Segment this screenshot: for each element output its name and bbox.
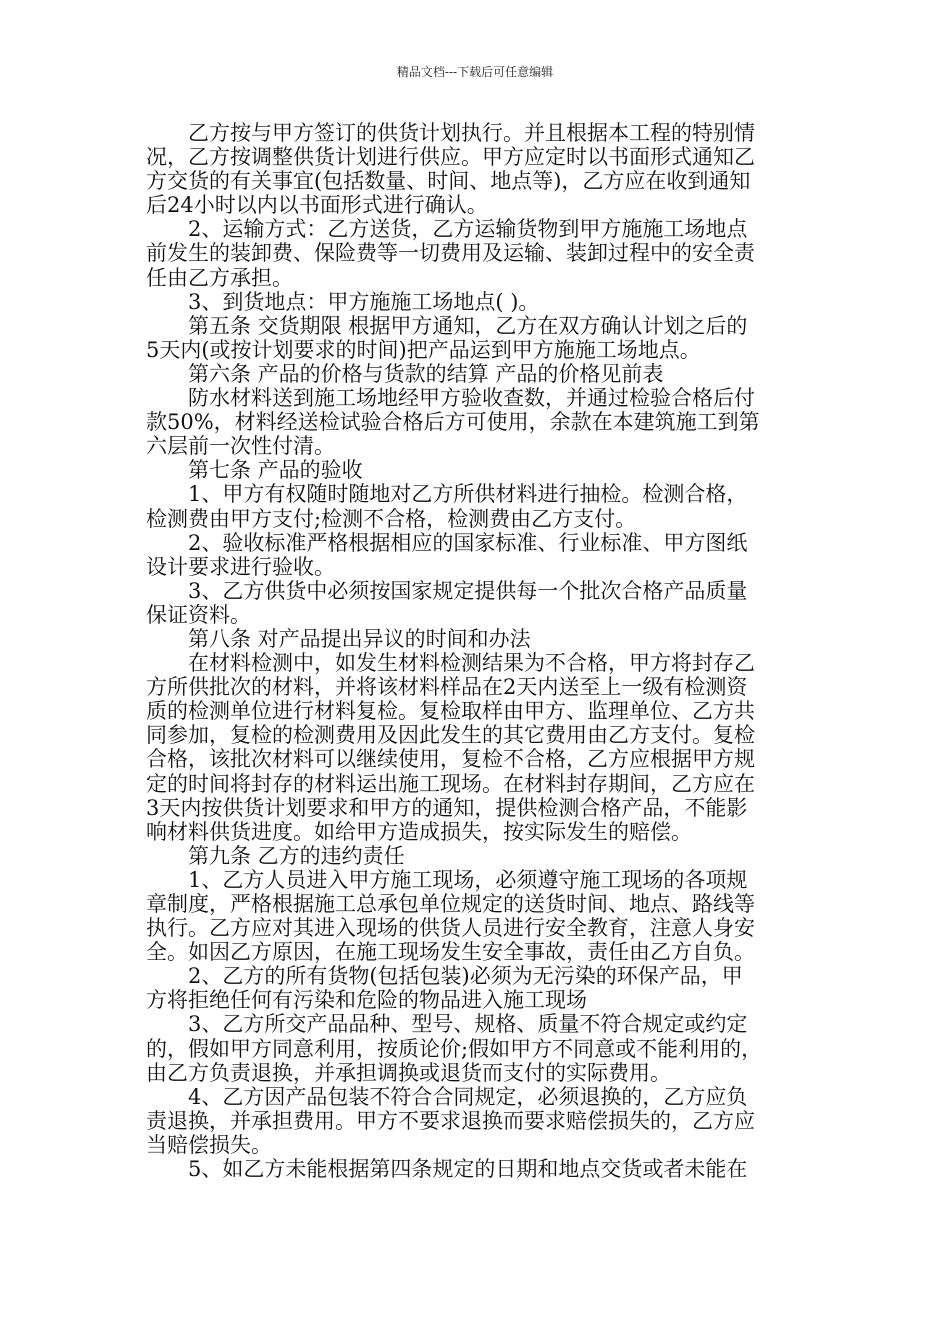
paragraph-line: 的，假如甲方同意利用，按质论价;假如甲方不同意或不能利用的，	[146, 1036, 763, 1061]
paragraph-line: 4、乙方因产品包装不符合合同规定，必须退换的，乙方应负	[188, 1084, 748, 1109]
paragraph-line: 任由乙方承担。	[146, 265, 293, 290]
paragraph-line: 1、甲方有权随时随地对乙方所供材料进行抽检。检测合格，	[188, 482, 748, 507]
paragraph	[146, 627, 808, 651]
paragraph-line: 检测费由甲方支付;检测不合格，检测费由乙方支付。	[146, 506, 637, 531]
paragraph-line: 5天内(或按计划要求的时间)把产品运到甲方施施工场地点。	[146, 337, 701, 362]
paragraph	[146, 964, 808, 1012]
paragraph-line: 质的检测单位进行材料复检。复检取样由甲方、监理单位、乙方共	[146, 699, 755, 724]
paragraph-line: 2、运输方式：乙方送货，乙方运输货物到甲方施施工场地点	[188, 217, 748, 242]
paragraph	[146, 314, 808, 362]
paragraph-line: 定的时间将封存的材料运出施工现场。在材料封存期间，乙方应在	[146, 771, 755, 796]
paragraph	[146, 362, 808, 386]
paragraph	[146, 1085, 808, 1157]
paragraph	[146, 1157, 808, 1181]
paragraph-line: 当赔偿损失。	[146, 1132, 272, 1157]
paragraph	[146, 651, 808, 844]
paragraph	[146, 121, 808, 217]
paragraph	[146, 868, 808, 964]
paragraph-line: 六层前一次性付清。	[146, 434, 335, 459]
paragraph-line: 前发生的装卸费、保险费等一切费用及运输、装卸过程中的安全责	[146, 241, 755, 266]
paragraph	[146, 844, 808, 868]
paragraph-line: 第九条 乙方的违约责任	[188, 843, 405, 868]
paragraph-line: 2、验收标准严格根据相应的国家标准、行业标准、甲方图纸	[188, 530, 748, 555]
paragraph-line: 款50%，材料经送检试验合格后方可使用，余款在本建筑施工到第	[146, 410, 760, 435]
paragraph-line: 5、如乙方未能根据第四条规定的日期和地点交货或者未能在	[188, 1157, 748, 1182]
paragraph-line: 3、乙方供货中必须按国家规定提供每一个批次合格产品质量	[188, 578, 748, 603]
paragraph-line: 第七条 产品的验收	[188, 458, 363, 483]
paragraph-line: 设计要求进行验收。	[146, 554, 335, 579]
paragraph-line: 执行。乙方应对其进入现场的供货人员进行安全教育，注意人身安	[146, 916, 755, 941]
paragraph	[146, 217, 808, 289]
paragraph-line: 3、乙方所交产品品种、型号、规格、质量不符合规定或约定	[188, 1012, 748, 1037]
paragraph-line: 同参加，复检的检测费用及因此发生的其它费用由乙方支付。复检	[146, 723, 755, 748]
paragraph-line: 保证资料。	[146, 602, 251, 627]
paragraph-line: 责退换，并承担费用。甲方不要求退换而要求赔偿损失的，乙方应	[146, 1108, 755, 1133]
paragraph-line: 3天内按供货计划要求和甲方的通知，提供检测合格产品，不能影	[146, 795, 748, 820]
paragraph-line: 况，乙方按调整供货计划进行供应。甲方应定时以书面形式通知乙	[146, 145, 755, 170]
paragraph	[146, 386, 808, 458]
paragraph	[146, 458, 808, 482]
paragraph-line: 由乙方负责退换，并承担调换或退货而支付的实际费用。	[146, 1060, 671, 1085]
paragraph-line: 方交货的有关事宜(包括数量、时间、地点等)，乙方应在收到通知	[146, 169, 751, 194]
paragraph-line: 方将拒绝任何有污染和危险的物品进入施工现场	[146, 988, 587, 1013]
paragraph	[146, 531, 808, 579]
paragraph-line: 第五条 交货期限 根据甲方通知，乙方在双方确认计划之后的	[188, 313, 748, 338]
paragraph-line: 合格，该批次材料可以继续使用，复检不合格，乙方应根据甲方规	[146, 747, 755, 772]
paragraph-line: 2、乙方的所有货物(包括包装)必须为无污染的环保产品，甲	[188, 964, 743, 989]
paragraph	[146, 1012, 808, 1084]
paragraph-line: 方所供批次的材料，并将该材料样品在2天内送至上一级有检测资	[146, 675, 748, 700]
paragraph-line: 全。如因乙方原因，在施工现场发生安全事故，责任由乙方自负。	[146, 940, 755, 965]
paragraph-line: 第八条 对产品提出异议的时间和办法	[188, 626, 531, 651]
paragraph-line: 1、乙方人员进入甲方施工现场，必须遵守施工现场的各项规	[188, 867, 748, 892]
paragraph	[146, 482, 808, 530]
paragraph	[146, 579, 808, 627]
page-header: 精品文档---下载后可任意编辑	[396, 65, 554, 79]
paragraph-line: 乙方按与甲方签订的供货计划执行。并且根据本工程的特别情	[188, 121, 755, 145]
document-body	[146, 121, 808, 1181]
paragraph-line: 章制度，严格根据施工总承包单位规定的送货时间、地点、路线等	[146, 892, 755, 916]
paragraph-line: 后24小时以内以书面形式进行确认。	[146, 193, 488, 218]
paragraph-line: 响材料供货进度。如给甲方造成损失，按实际发生的赔偿。	[146, 819, 692, 844]
paragraph-line: 第六条 产品的价格与货款的结算 产品的价格见前表	[188, 361, 664, 386]
paragraph-line: 防水材料送到施工场地经甲方验收查数，并通过检验合格后付	[188, 386, 755, 411]
paragraph-line: 在材料检测中，如发生材料检测结果为不合格，甲方将封存乙	[188, 651, 755, 676]
paragraph-line: 3、到货地点：甲方施施工场地点( )。	[188, 289, 540, 314]
paragraph	[146, 290, 808, 314]
